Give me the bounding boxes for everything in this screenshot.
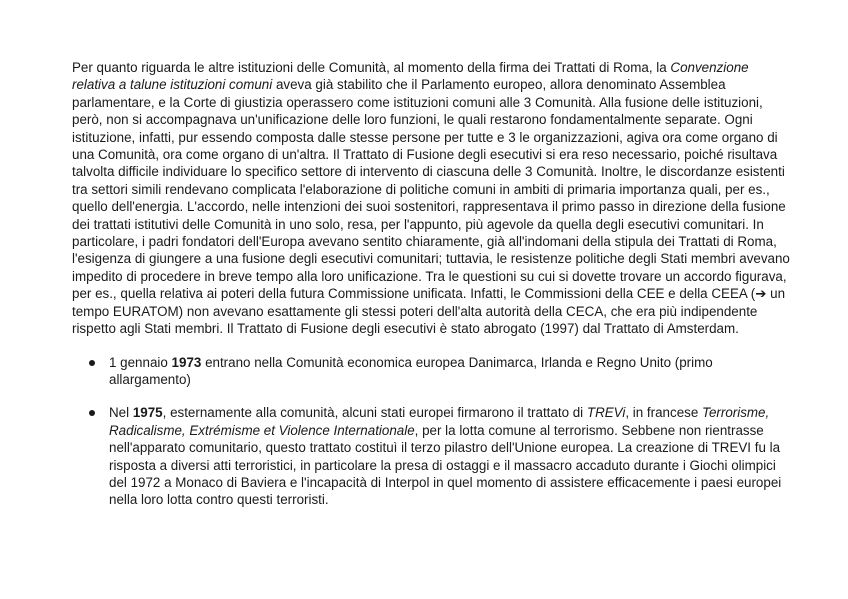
bullet-text-mid: , esternamente alla comunità, alcuni stati europei firmarono il trattato di: [162, 405, 587, 421]
bullet-text-mid2: , in francese: [625, 405, 703, 421]
convention-title: Convenzione relativa a talune istituzioni comuni: [72, 60, 749, 93]
bullet-dot-icon: [89, 410, 95, 416]
bullet-text-post: entrano nella Comunità economica europea Danimarca, Irlanda e Regno Unito (primo allargamento): [109, 354, 713, 387]
paragraph-text-start: Per quanto riguarda le altre istituzioni delle Comunità, al momento della firma dei Trattati di Roma, la: [72, 60, 671, 75]
main-paragraph: [72, 59, 794, 338]
trevi-name: TREVi: [586, 405, 626, 421]
bullet-dot-icon: [89, 360, 95, 366]
bullet-year: 1973: [171, 354, 202, 370]
bullet-list: [72, 354, 794, 509]
document-page: [72, 59, 794, 509]
bullet-item-1973: [72, 354, 794, 389]
bullet-text-post: , per la lotta comune al terrorismo. Sebbene non rientrasse nell'apparato comunitario, questo trattato costituì il terzo pilastro dell'Unione europea. La creazione di TREVI fu la risposta a diversi atti terroristici, in particolare la presa di ostaggi e il massacro accaduto durante i Giochi olimpici del 1972 a Monaco di Baviera e l'incapacità di Interpol in quel momento di assistere efficacemente i paesi europei nella loro lotta contro questi terroristi.: [109, 422, 782, 508]
bullet-text-pre: Nel: [109, 405, 133, 421]
bullet-item-1975: [72, 404, 794, 508]
trevi-french-name: Terrorisme, Radicalisme, Extrémisme et Violence Internationale: [109, 405, 770, 438]
paragraph-text-rest: aveva già stabilito che il Parlamento europeo, allora denominato Assemblea parlamentare, e la Corte di giustizia operassero come istituzioni comuni alle 3 Comunità. Alla fusione delle istituzioni, però, non si accompagnava un'unificazione delle loro funzioni, le quali restarono fondamentalmente separate. Ogni istituzione, infatti, pur essendo composta dalle stesse persone per tutte e 3 le organizzazioni, agiva ora come organo di una Comunità, ora come organo di un'altra. Il Trattato di Fusione degli esecutivi si era reso necessario, poiché risultava talvolta difficile individuare lo specifico settore di intervento di ciascuna delle 3 Comunità. Inoltre, le discordanze esistenti tra settori simili rendevano complicata l'elaborazione di politiche comuni in ambiti di primaria importanza quali, per es., quello dell'energia. L'accordo, nelle intenzioni dei suoi sostenitori, rappresentava il primo passo in direzione della fusione dei trattati istitutivi delle Comunità in uno solo, resa, per l'appunto, più agevole da quella degli esecutivi comunitari. In particolare, i padri fondatori dell'Europa avevano sentito chiaramente, già all'indomani della stipula dei Trattati di Roma, l'esigenza di giungere a una fusione degli esecutivi comunitari; tuttavia, le resistenze politiche degli Stati membri avevano impedito di procedere in breve tempo alla loro unificazione. Tra le questioni su cui si dovette trovare un accordo figurava, per es., quella relativa ai poteri della futura Commissione unificata. Infatti, le Commissioni della CEE e della CEEA (➔ un tempo EURATOM) non avevano esattamente gli stessi poteri dell'alta autorità della CECA, che era più indipendente rispetto agli Stati membri. Il Trattato di Fusione degli esecutivi è stato abrogato (1997) dal Trattato di Amsterdam.: [72, 77, 790, 337]
bullet-year: 1975: [132, 405, 163, 421]
bullet-text-pre: 1 gennaio: [109, 354, 172, 370]
